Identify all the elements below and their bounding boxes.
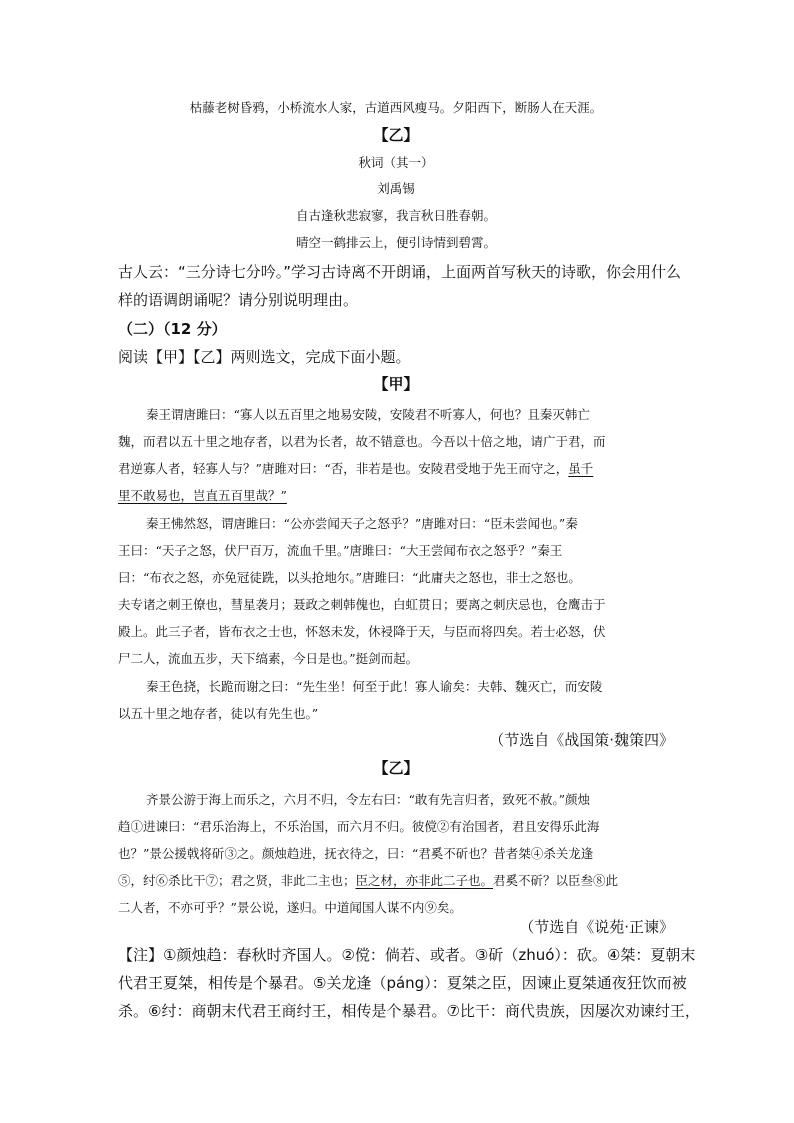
jia-line-10: 尸二人，流血五步，天下缟素，今日是也。”挺剑而起。 (118, 651, 419, 666)
underline-sentence-a: 虽千 (568, 461, 594, 476)
section2-heading: （二）（12 分） (118, 320, 227, 338)
poem2-title: 秋词（其一） (358, 155, 434, 170)
poem2-line2: 晴空一鹤排云上，便引诗情到碧霄。 (295, 235, 496, 250)
jia-line-5: 秦王怫然怒，谓唐雎曰：“公亦尝闻天子之怒乎？”唐雎对曰：“臣未尝闻也。”秦 (146, 516, 578, 531)
jia-source: （节选自《战国策·魏策四》 (489, 731, 674, 749)
yi-line-3: 也？”景公援戟将斫③之。颜烛趋进，抚衣待之，曰：“君奚不斫也？昔者桀④杀关龙逢 (118, 846, 594, 861)
yi-line-4-text: ⑤，纣⑥杀比干⑦；君之贤，非此二主也； (118, 873, 356, 888)
yi-line-1: 齐景公游于海上而乐之，六月不归，令左右曰：“敢有先言归者，致死不赦。”颜烛 (146, 792, 591, 807)
poem1-last-line: 枯藤老树昏鸦，小桥流水人家，古道西风瘦马。夕阳西下，断肠人在天涯。 (189, 100, 603, 115)
jia-line-1: 秦王谓唐雎曰：“寡人以五百里之地易安陵，安陵君不听寡人，何也？且秦灭韩亡 (146, 407, 590, 422)
question-line2: 样的语调朗诵呢？请分别说明理由。 (118, 291, 359, 309)
underline-sentence-a-cont: 里不敢易也，岂直五百里哉？” (118, 488, 287, 503)
jia-line-6: 王曰：“天子之怒，伏尸百万，流血千里。”唐雎曰：“大王尝闻布衣之怒乎？”秦王 (118, 543, 563, 558)
jia-line-7: 曰：“布衣之怒，亦免冠徒跣，以头抢地尔。”唐雎曰：“此庸夫之怒也，非士之怒也。 (118, 570, 581, 585)
section2-instruction: 阅读【甲】【乙】两则选文，完成下面小题。 (118, 348, 411, 366)
notes-line1: 【注】①颜烛趋：春秋时齐国人。②傥：倘若、或者。③斫（zhuó）：砍。④桀：夏朝末 (118, 946, 696, 964)
jia-line-3 (118, 459, 593, 477)
jia-line-4 (118, 486, 287, 504)
jia-line-12: 以五十里之地存者，徒以有先生也。” (118, 706, 319, 721)
yi-line-4-tail: 君奚不斫？以臣叁⑧此 (493, 873, 619, 888)
yi-label: 【乙】 (373, 759, 419, 777)
jia-line-3-text: 君逆寡人者，轻寡人与？”唐雎对曰：“否，非若是也。安陵君受地于先王而守之， (118, 461, 569, 476)
yi-source: （节选自《说苑·正谏》 (519, 918, 674, 936)
jia-line-8: 夫专诸之刺王僚也，彗星袭月；聂政之刺韩傀也，白虹贯日；要离之刺庆忌也，仓鹰击于 (118, 597, 606, 612)
jia-label: 【甲】 (373, 375, 419, 393)
jia-line-9: 殿上。此三子者，皆布衣之士也，怀怒未发，休祲降于天，与臣而将四矣。若士必怒，伏 (118, 624, 606, 639)
yi-line-4 (118, 871, 618, 889)
notes-line2: 代君王夏桀，相传是个暴君。⑤关龙逢（páng）：夏桀之臣，因谏止夏桀通夜狂饮而被 (118, 974, 687, 992)
jia-line-11: 秦王色挠，长跪而谢之曰：“先生坐！何至于此！寡人谕矣：夫韩、魏灭亡，而安陵 (146, 679, 603, 694)
jia-line-2: 魏，而君以五十里之地存者，以君为长者，故不错意也。今吾以十倍之地，请广于君，而 (118, 434, 606, 449)
underline-sentence-b: 臣之材，亦非此二子也。 (355, 873, 494, 888)
yi-line-5: 二人者，不亦可乎？”景公说，遂归。中道闻国人谋不内⑨矣。 (118, 900, 462, 915)
yi-line-2: 趋①进谏曰：“君乐治海上，不乐治国，而六月不归。彼傥②有治国者，君且安得乐此海 (118, 819, 600, 834)
poem2-line1: 自古逢秋悲寂寥，我言秋日胜春朝。 (295, 208, 496, 223)
question-line1: 古人云：“三分诗七分吟。”学习古诗离不开朗诵，上面两首写秋天的诗歌，你会用什么 (118, 263, 682, 281)
notes-line3: 杀。⑥纣：商朝末代君王商纣王，相传是个暴君。⑦比干：商代贵族，因屡次劝谏纣王， (118, 1002, 700, 1020)
poem2-author: 刘禹锡 (377, 181, 415, 196)
poem2-label: 【乙】 (373, 126, 419, 144)
